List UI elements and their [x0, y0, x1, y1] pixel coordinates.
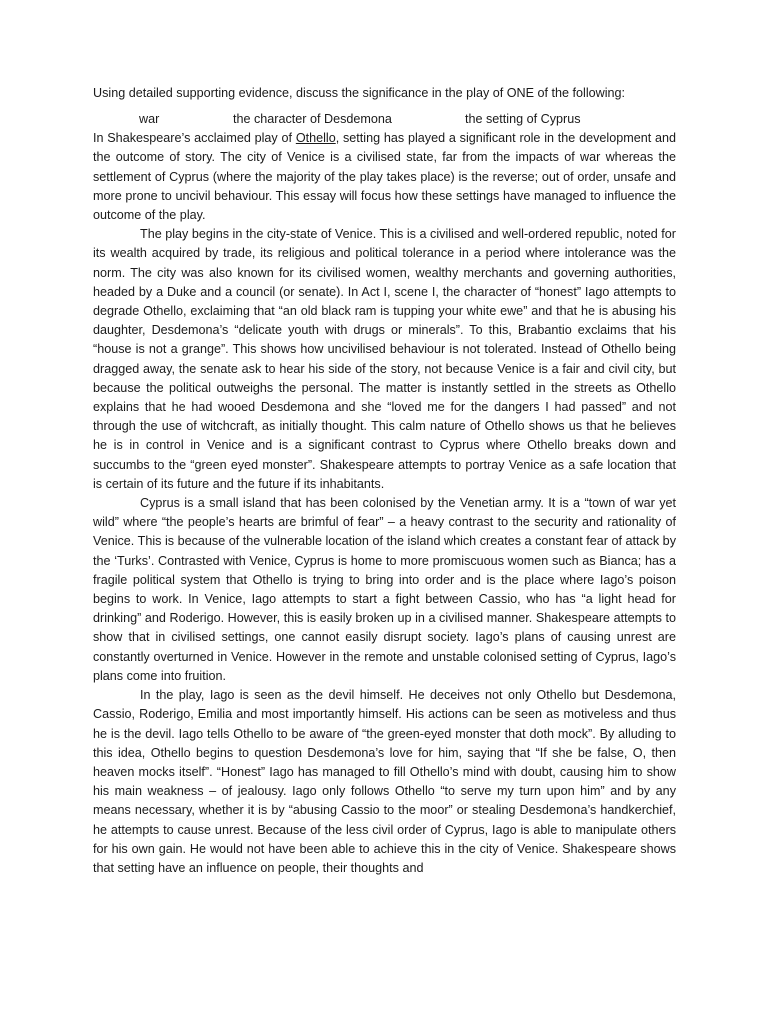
option-war: war [139, 112, 160, 127]
paragraph-cyprus: Cyprus is a small island that has been colonised by the Venetian army. It is a “town of war yet wild” where “the people’s hearts are brimful of fear” – a heavy contrast to the security and rationality of Venice. This is because of the vulnerable location of the island which creates a constant fear of attack by the ‘Turks’. Contrasted with Venice, Cyprus is home to more promiscuous women such as Bianca; has a fragile political system that Othello is trying to bring into order and is the place where Iago’s poison begins to work. In Venice, Iago attempts to start a fight between Cassio, who has “a light head for drinking” and Roderigo. However, this is easily broken up in a civilised manner. Shakespeare attempts to show that in civilised settings, one cannot easily disrupt society. Iago’s plans of causing unrest are constantly overturned in Venice. However in the remote and unstable colonised setting of Cyprus, Iago’s plans come into fruition. [93, 496, 676, 683]
essay-question: Using detailed supporting evidence, discuss the significance in the play of ONE of the following: [93, 86, 626, 100]
essay-body [93, 84, 676, 878]
paragraph-venice: The play begins in the city-state of Venice. This is a civilised and well-ordered republic, noted for its wealth acquired by trade, its religious and political tolerance in a period where intolerance was the norm. The city was also known for its civilised women, wealthy merchants and governing authorities, headed by a Duke and a council (or senate). In Act I, scene I, the character of “honest” Iago attempts to degrade Othello, exclaiming that “an old black ram is tupping your white ewe” and that he is abusing his daughter, Desdemona’s “delicate youth with drugs or minerals”. To this, Brabantio exclaims that his “house is not a grange”. This shows how uncivilised behaviour is not tolerated. Instead of Othello being dragged away, the senate ask to hear his side of the story, not because Venice is a fair and civil city, but because the political outweighs the personal. The matter is instantly settled in the streets as Othello explains that he had wooed Desdemona and she “loved me for the dangers I had passed” and not through the use of witchcraft, as initially thought. This calm nature of Othello shows us that he believes he is in control in Venice and is a significant contrast to Cyprus where Othello breaks down and succumbs to the “green eyed monster”. Shakespeare attempts to portray Venice as a safe location that is certain of its future and the future if its inhabitants. [93, 227, 676, 491]
option-cyprus: the setting of Cyprus [465, 112, 581, 127]
option-desdemona: the character of Desdemona [233, 112, 392, 127]
intro-text-after: , setting has played a significant role in the development and the outcome of story. The city of Venice is a civilised state, far from the impacts of war whereas the settlement of Cyprus (where the majority of the play takes place) is the reverse; out of order, unsafe and more prone to uncivil behaviour. This essay will focus how these settings have managed to influence the outcome of the play. [93, 131, 677, 223]
intro-text-before: In Shakespeare’s acclaimed play of [93, 131, 296, 146]
question-options [93, 110, 676, 129]
paragraph-iago: In the play, Iago is seen as the devil himself. He deceives not only Othello but Desdemona, Cassio, Roderigo, Emilia and most importantly himself. His actions can be seen as motiveless and thus he is the devil. Iago tells Othello to be aware of “the green-eyed monster that doth mock”. By alluding to this idea, Othello begins to question Desdemona’s love for him, saying that “If she be false, O, then heaven mocks itself”. “Honest” Iago has managed to fill Othello’s mind with doubt, causing him to show his main weakness – of jealousy. Iago only follows Othello “to serve my turn upon him” and by any means necessary, whether it is by “abusing Cassio to the moor” or stealing Desdemona’s handkerchief, he attempts to cause unrest. Because of the less civil order of Cyprus, Iago is able to manipulate others for his own gain. He would not have been able to achieve this in the city of Venice. Shakespeare shows that setting have an influence on people, their thoughts and [93, 688, 676, 875]
play-title: Othello [295, 131, 336, 146]
intro-paragraph [93, 129, 676, 225]
